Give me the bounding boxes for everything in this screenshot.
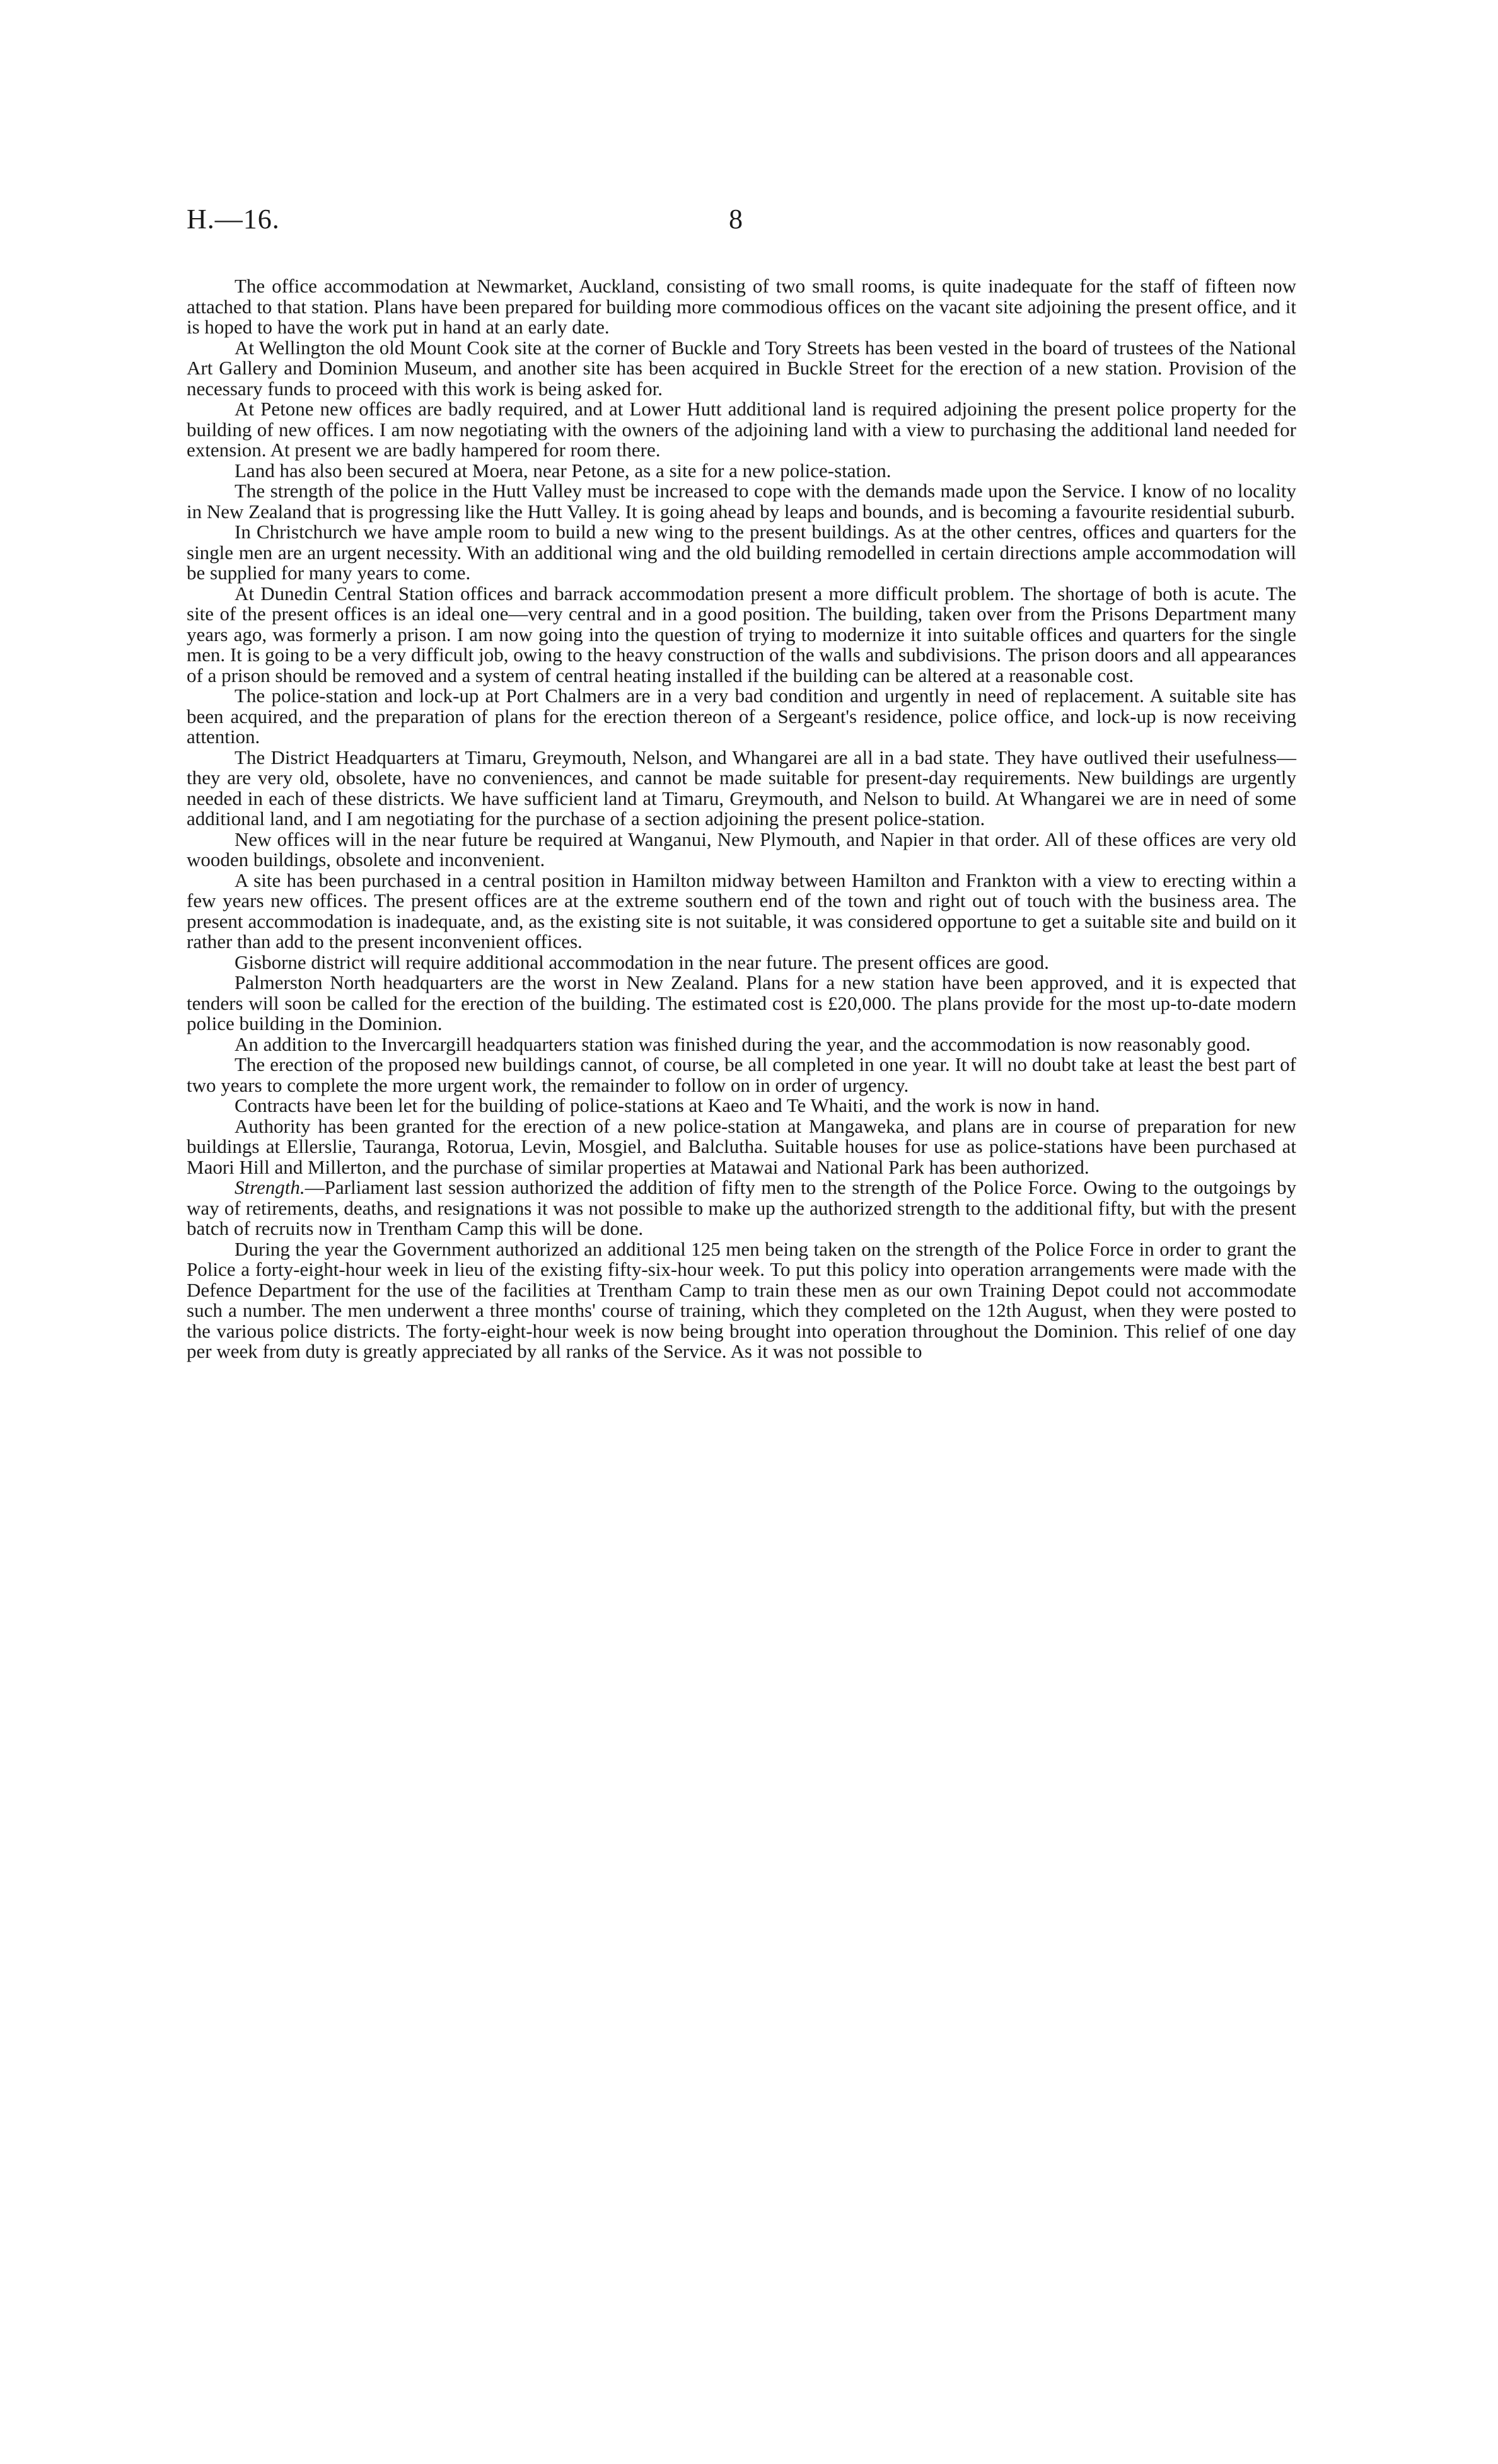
paragraph-invercargill: An addition to the Invercargill headquarters station was finished during the year, and the accommodation is now reasonably good. — [235, 1032, 1251, 1055]
paragraph-district-headquarters: The District Headquarters at Timaru, Greymouth, Nelson, and Whangarei are all in a bad state. They have outlived their usefulness—they are very old, obsolete, have no conveniences, and cannot be made suitable for present-day requirements. New buildings are urgently needed in each of these districts. We have sufficient land at Timaru, Greymouth, and Nelson to build. At Whangarei we are in need of some additional land, and I am negotiating for the purchase of a section adjoining the present police-station. — [187, 746, 1296, 830]
paragraph-hutt-valley: The strength of the police in the Hutt Valley must be increased to cope with the demands made upon the Service. I know of no locality in New Zealand that is progressing like the Hutt Valley. It is going ahead by leaps and bounds, and is becoming a favourite residential suburb. — [187, 480, 1296, 523]
body-text — [187, 276, 1296, 1362]
paragraph-christchurch: In Christchurch we have ample room to build a new wing to the present buildings. As at the other centres, offices and quarters for the single men are an urgent necessity. With an additional wing and the old building remodelled in certain directions ample accommodation will be supplied for many years to come. — [187, 521, 1296, 584]
paragraph-port-chalmers: The police-station and lock-up at Port Chalmers are in a very bad condition and urgently in need of replacement. A suitable site has been acquired, and the preparation of plans for the erection thereon of a Sergeant's residence, police office, and lock-up is now receiving attention. — [187, 685, 1296, 748]
page-header — [187, 203, 1296, 241]
paragraph-palmerston-north: Palmerston North headquarters are the worst in New Zealand. Plans for a new station have been approved, and it is expected that tenders will soon be called for the erection of the building. The estimated cost is £20,000. The plans provide for the most up-to-date modern police building in the Dominion. — [187, 971, 1296, 1034]
paragraph-moera: Land has also been secured at Moera, near Petone, as a site for a new police-station. — [235, 459, 891, 482]
paragraph-gisborne: Gisborne district will require additional accommodation in the near future. The present offices are good. — [235, 951, 1049, 973]
paragraph-new-offices: New offices will in the near future be required at Wanganui, New Plymouth, and Napier in that order. All of these offices are very old wooden buildings, obsolete and inconvenient. — [187, 828, 1296, 870]
section-lead: Strength. — [235, 1176, 305, 1198]
document-reference: H.—16. — [187, 204, 280, 234]
paragraph-hamilton: A site has been purchased in a central position in Hamilton midway between Hamilton and Frankton with a view to erecting within a few years new offices. The present offices are at the extreme southern end of the town and right out of touch with the business area. The present accommodation is inadequate, and, as the existing site is not suitable, it was considered opportune to get a suitable site and build on it rather than add to the present inconvenient offices. — [187, 869, 1296, 952]
page-number: 8 — [729, 204, 743, 234]
paragraph-strength: Strength.—Parliament last session authorized the addition of fifty men to the strength of the Police Force. Owing to the outgoings by way of retirements, deaths, and resignations it was not possible to make up the authorized strength to the additional fifty, but with the present batch of recruits now in Trentham Camp this will be done. — [187, 1176, 1296, 1239]
paragraph-petone: At Petone new offices are badly required, and at Lower Hutt additional land is required adjoining the present police property for the building of new offices. I am now negotiating with the owners of the adjoining land with a view to purchasing the additional land needed for extension. At present we are badly hampered for room there. — [187, 398, 1296, 461]
paragraph-newmarket: The office accommodation at Newmarket, Auckland, consisting of two small rooms, is quite inadequate for the staff of fifteen now attached to that station. Plans have been prepared for building more commodious offices on the vacant site adjoining the present office, and it is hoped to have the work put in hand at an early date. — [187, 275, 1296, 338]
paragraph-wellington: At Wellington the old Mount Cook site at the corner of Buckle and Tory Streets has been vested in the board of trustees of the National Art Gallery and Dominion Museum, and another site has been acquired in Buckle Street for the erection of a new station. Provision of the necessary funds to proceed with this work is being asked for. — [187, 336, 1296, 400]
paragraph-erection: The erection of the proposed new buildings cannot, of course, be all completed in one year. It will no doubt take at least the best part of two years to complete the more urgent work, the remainder to follow on in order of urgency. — [187, 1053, 1296, 1096]
paragraph-forty-eight-hour-week: During the year the Government authorized an additional 125 men being taken on the strength of the Police Force in order to grant the Police a forty-eight-hour week in lieu of the existing fifty-six-hour week. To put this policy into operation arrangements were made with the Defence Department for the use of the facilities at Trentham Camp to train these men as our own Training Depot could not accommodate such a number. The men underwent a three months' course of training, which they completed on the 12th August, when they were posted to the various police districts. The forty-eight-hour week is now being brought into operation throughout the Dominion. This relief of one day per week from duty is greatly appreciated by all ranks of the Service. As it was not possible to — [187, 1237, 1296, 1362]
paragraph-contracts: Contracts have been let for the building of police-stations at Kaeo and Te Whaiti, and the work is now in hand. — [235, 1094, 1100, 1116]
paragraph-authority: Authority has been granted for the erection of a new police-station at Mangaweka, and plans are in course of preparation for new buildings at Ellerslie, Tauranga, Rotorua, Levin, Mosgiel, and Balclutha. Suitable houses for use as police-stations have been purchased at Maori Hill and Millerton, and the purchase of similar properties at Matawai and National Park has been authorized. — [187, 1114, 1296, 1178]
paragraph-dunedin: At Dunedin Central Station offices and barrack accommodation present a more difficult problem. The shortage of both is acute. The site of the present offices is an ideal one—very central and in a good position. The building, taken over from the Prisons Department many years ago, was formerly a prison. I am now going into the question of trying to modernize it into suitable offices and quarters for the single men. It is going to be a very difficult job, owing to the heavy construction of the walls and subdivisions. The prison doors and all appearances of a prison should be removed and a system of central heating installed if the building can be altered at a reasonable cost. — [187, 582, 1296, 686]
